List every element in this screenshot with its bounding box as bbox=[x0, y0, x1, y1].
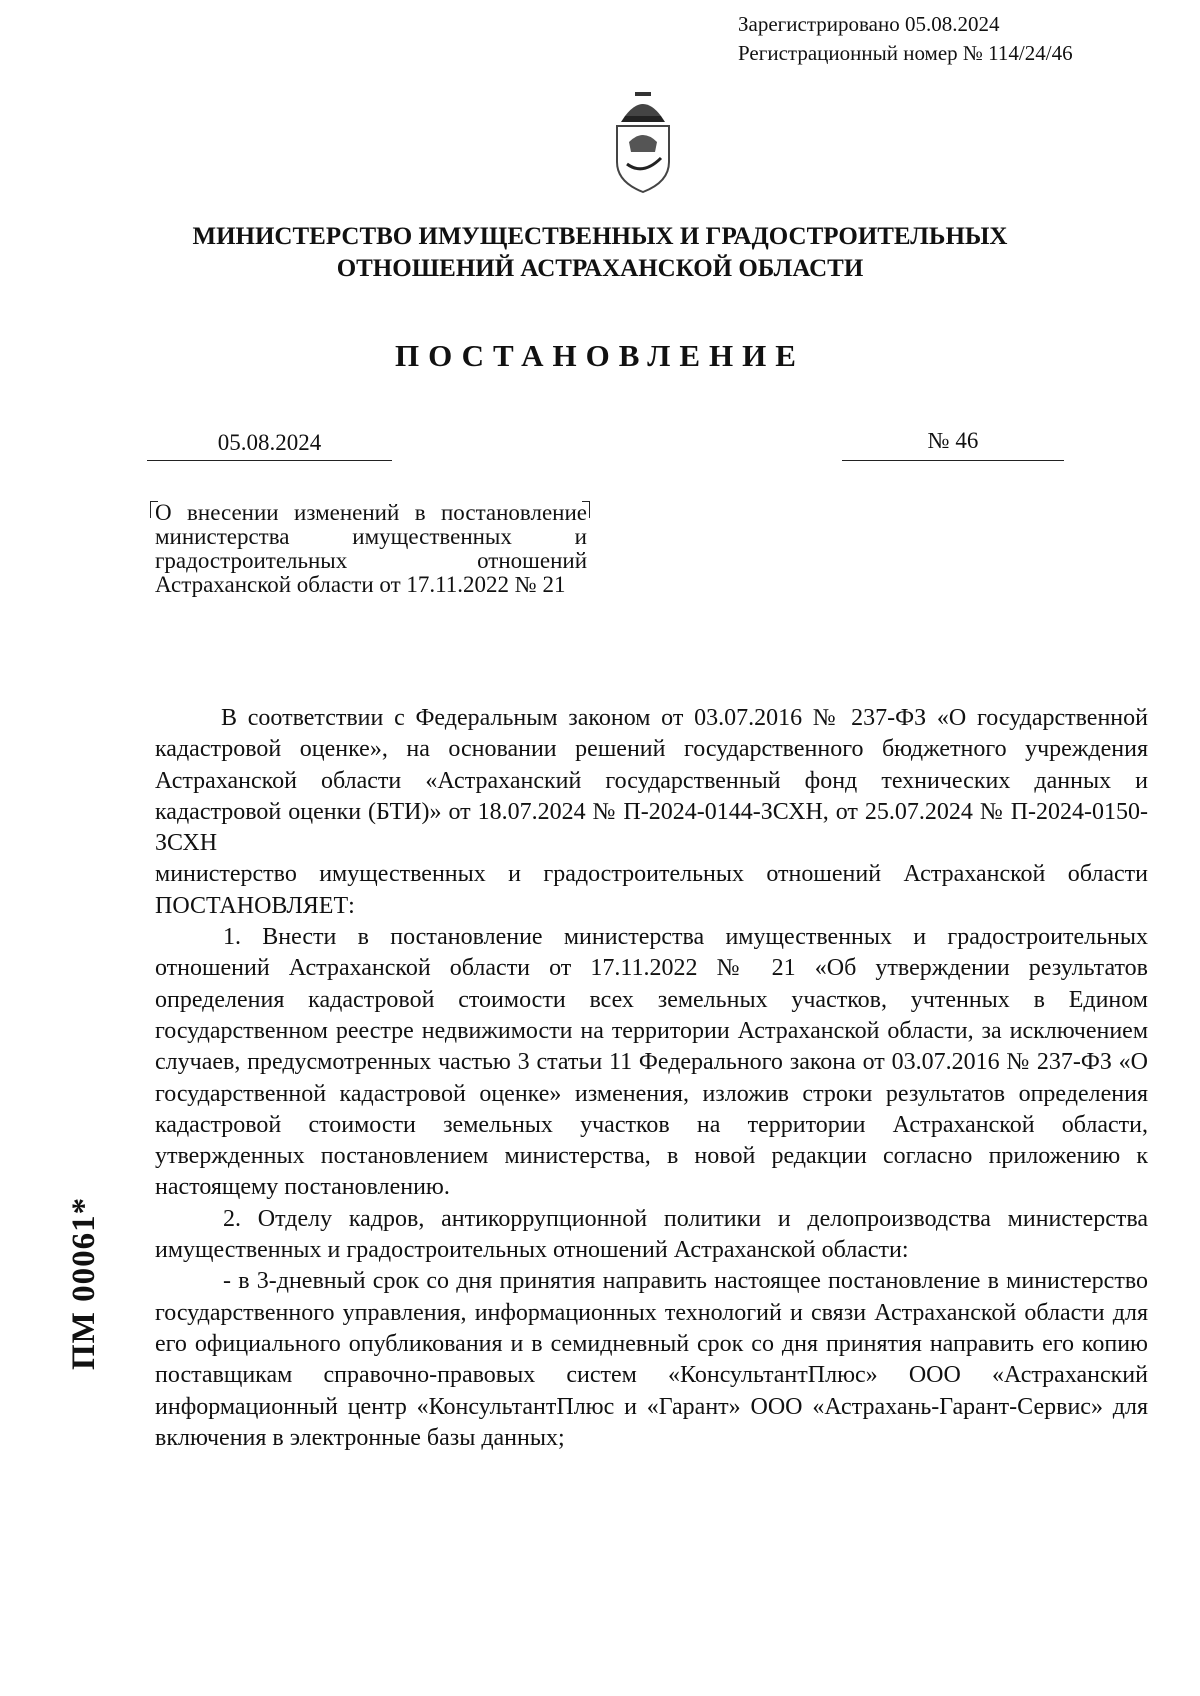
document-date: 05.08.2024 bbox=[147, 430, 392, 461]
ministry-name-line1: МИНИСТЕРСТВО ИМУЩЕСТВЕННЫХ И ГРАДОСТРОИТЕЛЬНЫХ bbox=[192, 223, 1008, 250]
item-2-paragraph: 2. Отделу кадров, антикоррупционной политики и делопроизводства министерства имущественных и градостроительных отношений Астраханской области: bbox=[155, 1205, 1148, 1264]
resolve-paragraph: министерство имущественных и градостроительных отношений Астраханской области ПОСТАНОВЛЯЕТ: bbox=[155, 861, 1148, 919]
item-2-subitem-paragraph: - в 3-дневный срок со дня принятия направить настоящее постановление в министерство государственного управления, информационных технологий и связи Астраханской области для его официального опубликования и в семидневный срок со дня принятия направить его копию поставщикам справочно-правовых систем «КонсультантПлюс» ООО «Астраханский информационный центр «КонсультантПлюс и «Гарант» ООО «Астрахань-Гарант-Сервис» для включения в электронные базы данных; bbox=[155, 1268, 1148, 1451]
document-type: ПОСТАНОВЛЕНИЕ bbox=[395, 338, 805, 373]
registration-number: Регистрационный номер № 114/24/46 bbox=[738, 41, 1073, 65]
document-body bbox=[155, 703, 1148, 1454]
item-1-paragraph: 1. Внести в постановление министерства имущественных и градостроительных отношений Астраханской области от 17.11.2022 № 21 «Об утверждении результатов определения кадастровой стоимости всех земельных участков, учтенных в Едином государственном реестре недвижимости на территории Астраханской области, за исключением случаев, предусмотренных частью 3 статьи 11 Федерального закона от 03.07.2016 № 237-ФЗ «О государственной кадастровой оценке» изменения, изложив строки результатов определения кадастровой стоимости земельных участков на территории Астраханской области, утвержденных постановлением министерства, в новой редакции согласно приложению к настоящему постановлению. bbox=[155, 924, 1148, 1201]
document-number: № 46 bbox=[842, 428, 1064, 461]
coat-of-arms-icon bbox=[611, 92, 675, 196]
ministry-name bbox=[150, 221, 1050, 285]
side-stamp: ПМ 00061* bbox=[66, 1196, 102, 1370]
registration-date: Зарегистрировано 05.08.2024 bbox=[738, 12, 1000, 36]
ministry-name-line2: ОТНОШЕНИЙ АСТРАХАНСКОЙ ОБЛАСТИ bbox=[336, 255, 864, 282]
document-subject: О внесении изменений в постановление министерства имущественных и градостроительных отношений Астраханской области от 17.11.2022 № 21 bbox=[155, 500, 587, 597]
preamble-paragraph: В соответствии с Федеральным законом от 03.07.2016 № 237-ФЗ «О государственной кадастровой оценке», на основании решений государственного бюджетного учреждения Астраханской области «Астраханский государственный фонд технических данных и кадастровой оценки (БТИ)» от 18.07.2024 № П-2024-0144-ЗСХН, от 25.07.2024 № П-2024-0150-ЗСХН bbox=[155, 705, 1148, 857]
registration-stamp bbox=[738, 10, 1073, 68]
